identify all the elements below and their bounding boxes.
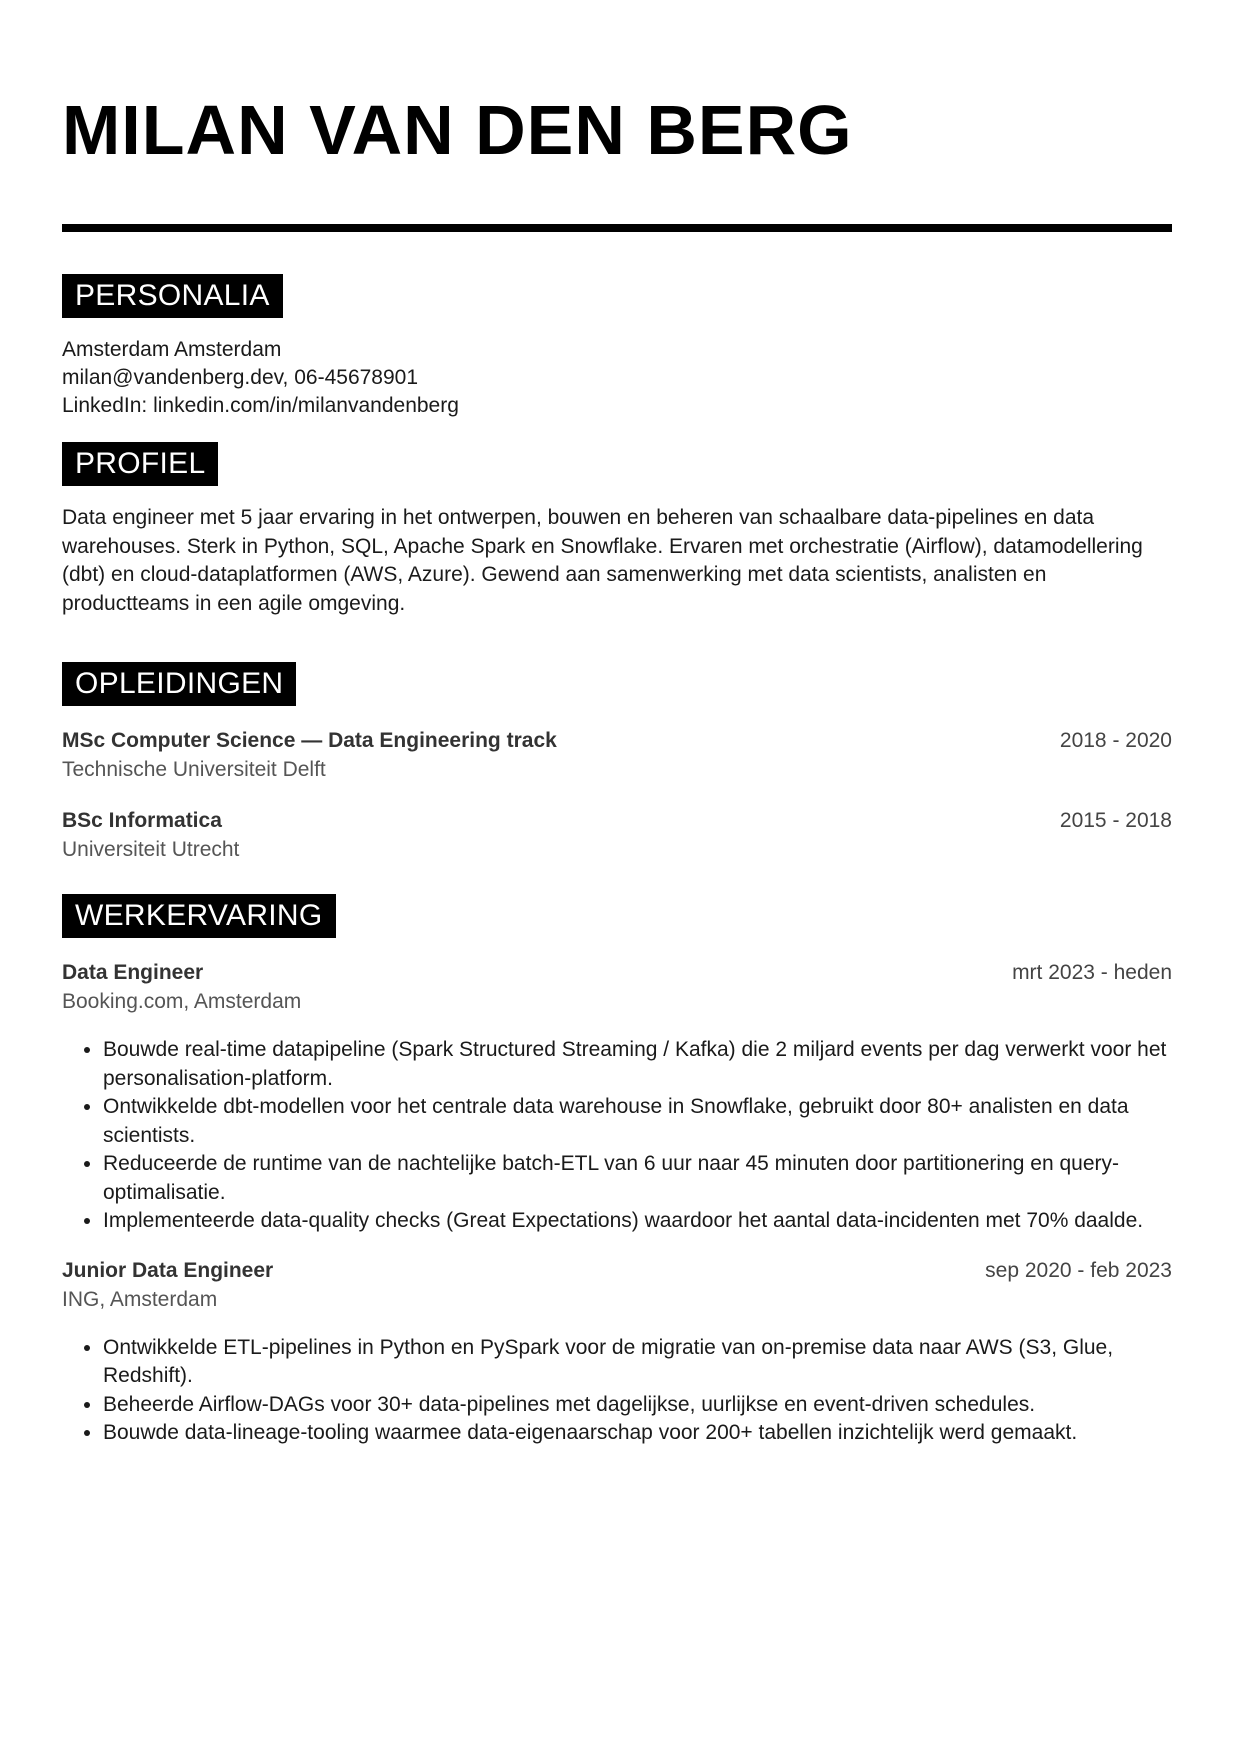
education-entry bbox=[62, 806, 1172, 864]
personal-details bbox=[62, 336, 1172, 420]
education-entry bbox=[62, 726, 1172, 784]
achievement-item: • Bouwde data-lineage-tooling waarmee data-eigenaarschap voor 200+ tabellen inzichtelijk werd gemaakt. bbox=[103, 1419, 1172, 1448]
achievement-item: • Bouwde real-time datapipeline (Spark Structured Streaming / Kafka) die 2 miljard events per dag verwerkt voor het personalisation-platform. bbox=[103, 1036, 1172, 1093]
header-divider bbox=[62, 224, 1172, 232]
personal-heading: PERSONALIA bbox=[62, 274, 283, 318]
job-title: Junior Data Engineer bbox=[62, 1258, 274, 1282]
degree-title: BSc Informatica bbox=[62, 809, 222, 832]
company-name: ING, Amsterdam bbox=[62, 1287, 218, 1311]
work-section bbox=[62, 894, 1172, 1448]
achievement-item: • Ontwikkelde ETL-pipelines in Python en PySpark voor de migratie van on-premise data naar AWS (S3, Glue, Redshift). bbox=[103, 1334, 1172, 1391]
personal-section bbox=[62, 274, 1172, 420]
job-entry-header bbox=[62, 1256, 1172, 1285]
candidate-name: MILAN VAN DEN BERG bbox=[62, 91, 853, 169]
profile-summary: Data engineer met 5 jaar ervaring in het ontwerpen, bouwen en beheren van schaalbare data-pipelines en data warehouses. Sterk in Python, SQL, Apache Spark en Snowflake. Ervaren met orchestratie (Airflow), datamodellering (dbt) en cloud-dataplatformen (AWS, Azure). Gewend aan samenwerking met data scientists, analisten en productteams in een agile omgeving. bbox=[62, 506, 1143, 615]
education-entry-header bbox=[62, 726, 1172, 755]
job-entry bbox=[62, 1256, 1172, 1448]
degree-title: MSc Computer Science — Data Engineering track bbox=[62, 729, 557, 752]
achievement-item: • Reduceerde de runtime van de nachtelijke batch-ETL van 6 uur naar 45 minuten door partitionering en query-optimalisatie. bbox=[103, 1150, 1172, 1207]
job-achievements bbox=[62, 1334, 1172, 1448]
job-achievements bbox=[62, 1036, 1172, 1236]
location-text: Amsterdam Amsterdam bbox=[62, 338, 282, 361]
achievement-item: • Implementeerde data-quality checks (Great Expectations) waardoor het aantal data-incidenten met 70% daalde. bbox=[103, 1207, 1172, 1236]
education-list bbox=[62, 726, 1172, 864]
institution-name: Universiteit Utrecht bbox=[62, 838, 240, 861]
profile-section bbox=[62, 442, 1172, 618]
work-heading: WERKERVARING bbox=[62, 894, 336, 938]
institution-name: Technische Universiteit Delft bbox=[62, 758, 326, 781]
company-name: Booking.com, Amsterdam bbox=[62, 990, 302, 1013]
achievement-item: • Beheerde Airflow-DAGs voor 30+ data-pipelines met dagelijkse, uurlijkse en event-driven schedules. bbox=[103, 1391, 1172, 1420]
job-title: Data Engineer bbox=[62, 961, 204, 984]
achievement-item: • Ontwikkelde dbt-modellen voor het centrale data warehouse in Snowflake, gebruikt door 80+ analisten en data scientists. bbox=[103, 1093, 1172, 1150]
job-entry bbox=[62, 958, 1172, 1236]
education-entry-header bbox=[62, 806, 1172, 835]
education-section bbox=[62, 662, 1172, 864]
contact-text: milan@vandenberg.dev, 06-45678901 bbox=[62, 366, 419, 389]
linkedin-text: LinkedIn: linkedin.com/in/milanvandenberg bbox=[62, 394, 459, 417]
education-date: 2015 - 2018 bbox=[1059, 809, 1172, 832]
education-heading: OPLEIDINGEN bbox=[62, 662, 296, 706]
job-entry-header bbox=[62, 958, 1172, 987]
job-date: sep 2020 - feb 2023 bbox=[985, 1258, 1172, 1282]
education-date: 2018 - 2020 bbox=[1059, 729, 1172, 752]
job-date: mrt 2023 - heden bbox=[1012, 961, 1172, 984]
profile-heading: PROFIEL bbox=[62, 442, 218, 486]
resume-content bbox=[62, 274, 1172, 1468]
work-list bbox=[62, 958, 1172, 1448]
